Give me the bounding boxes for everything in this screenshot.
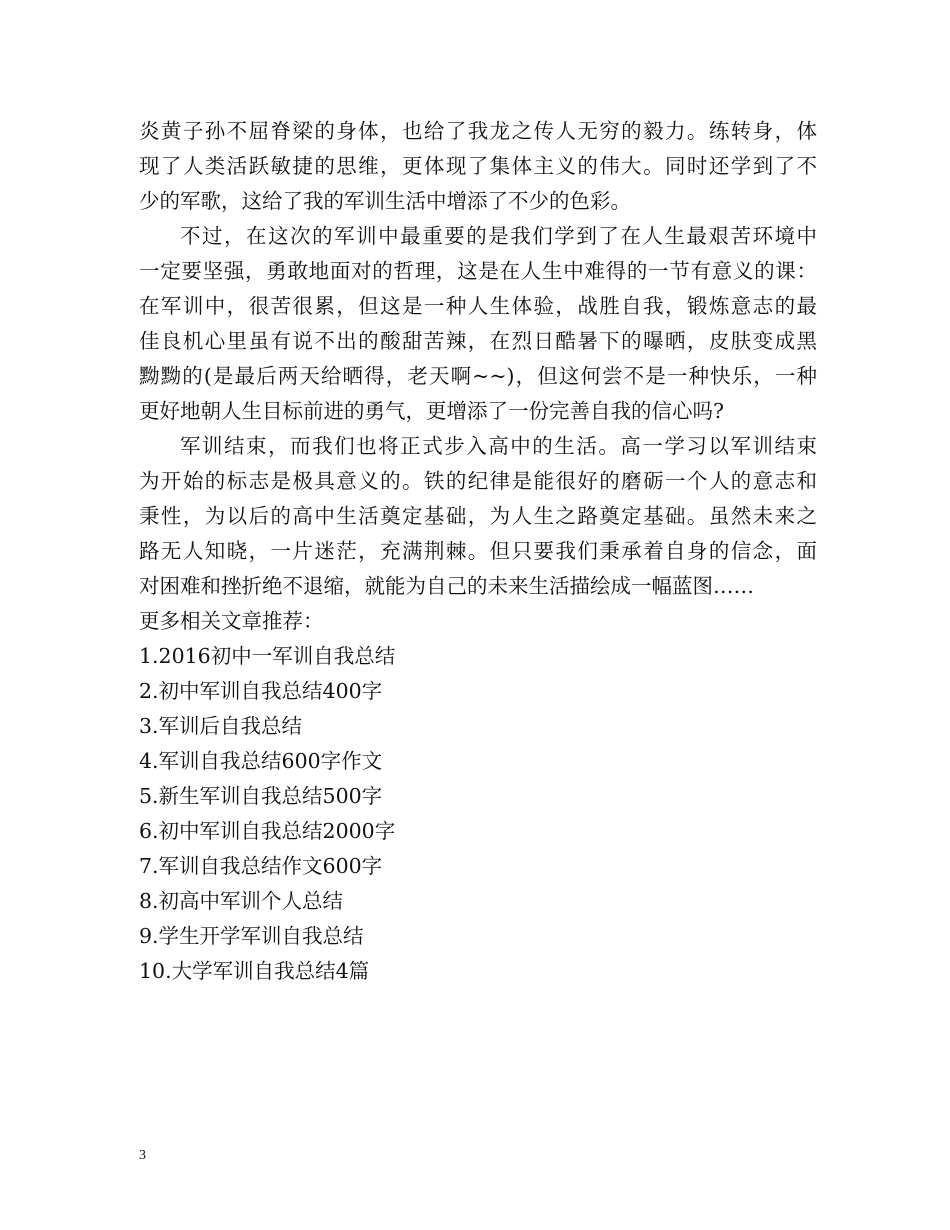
paragraph-3 — [139, 429, 817, 604]
text-line: 不过，在这次的军训中最重要的是我们学到了在人生最艰苦环境中 — [180, 224, 817, 248]
related-link[interactable]: 5.新生军训自我总结500字 — [139, 784, 383, 808]
related-link[interactable]: 6.初中军训自我总结2000字 — [139, 819, 396, 843]
text-line: 黝黝的(是最后两天给晒得，老天啊~~)，但这何尝不是一种快乐，一种 — [139, 364, 817, 388]
text-line: 军训结束，而我们也将正式步入高中的生活。高一学习以军训结束 — [180, 434, 817, 458]
page-number: 3 — [139, 1148, 146, 1163]
text-line: 在军训中，很苦很累，但这是一种人生体验，战胜自我，锻炼意志的最 — [139, 294, 817, 318]
text-line: 佳良机心里虽有说不出的酸甜苦辣，在烈日酷暑下的曝晒，皮肤变成黑 — [139, 329, 817, 353]
text-line: 更好地朝人生目标前进的勇气，更增添了一份完善自我的信心吗? — [139, 399, 724, 423]
related-link[interactable]: 2.初中军训自我总结400字 — [139, 679, 383, 703]
text-line: 路无人知晓，一片迷茫，充满荆棘。但只要我们秉承着自身的信念，面 — [139, 539, 817, 563]
text-line: 秉性，为以后的高中生活奠定基础，为人生之路奠定基础。虽然未来之 — [139, 504, 817, 528]
related-link[interactable]: 3.军训后自我总结 — [139, 714, 303, 738]
text-line: 现了人类活跃敏捷的思维，更体现了集体主义的伟大。同时还学到了不 — [139, 154, 817, 178]
text-line: 少的军歌，这给了我的军训生活中增添了不少的色彩。 — [139, 189, 631, 213]
related-link[interactable]: 9.学生开学军训自我总结 — [139, 924, 364, 948]
related-articles — [139, 604, 817, 989]
text-line: 为开始的标志是极具意义的。铁的纪律是能很好的磨砺一个人的意志和 — [139, 469, 817, 493]
related-link[interactable]: 7.军训自我总结作文600字 — [139, 854, 383, 878]
text-line: 一定要坚强，勇敢地面对的哲理，这是在人生中难得的一节有意义的课： — [139, 259, 817, 283]
related-link[interactable]: 1.2016初中一军训自我总结 — [139, 644, 396, 668]
text-line: 对困难和挫折绝不退缩，就能为自己的未来生活描绘成一幅蓝图…… — [139, 574, 754, 598]
related-heading: 更多相关文章推荐： — [139, 609, 324, 633]
text-line: 炎黄子孙不屈脊梁的身体，也给了我龙之传人无穷的毅力。练转身，体 — [139, 119, 817, 143]
related-link[interactable]: 4.军训自我总结600字作文 — [139, 749, 383, 773]
related-link[interactable]: 10.大学军训自我总结4篇 — [139, 959, 370, 983]
paragraph-2 — [139, 219, 817, 429]
document-body — [139, 114, 817, 989]
paragraph-1 — [139, 114, 817, 219]
related-link[interactable]: 8.初高中军训个人总结 — [139, 889, 344, 913]
